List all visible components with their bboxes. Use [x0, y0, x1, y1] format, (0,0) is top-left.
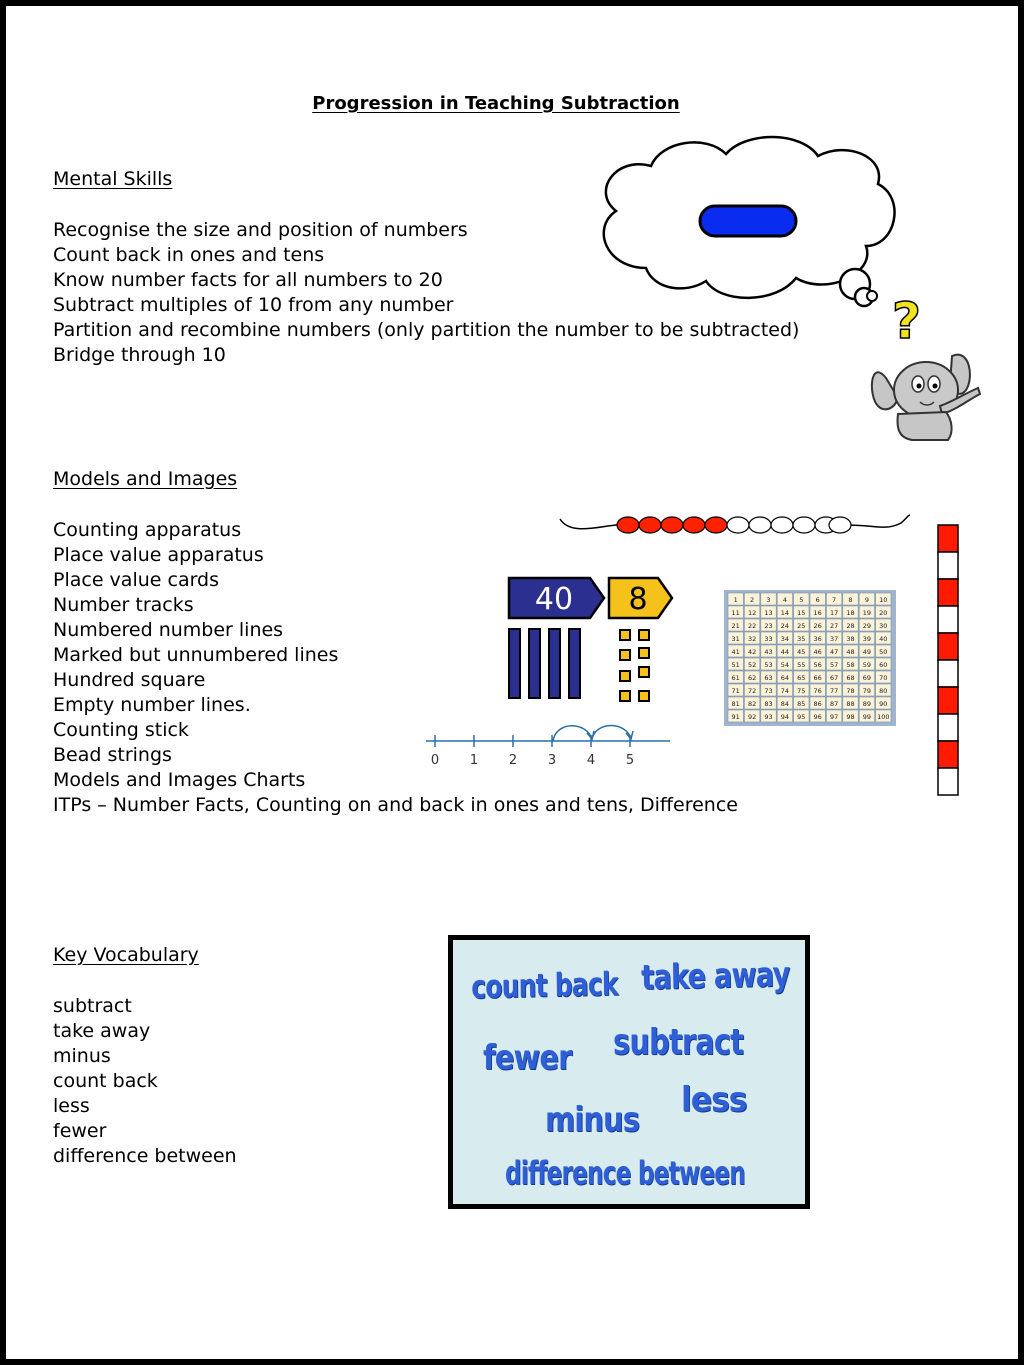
hundred-square-number: 17	[829, 608, 839, 617]
counting-stick-segment	[938, 660, 958, 687]
hundred-square-number: 91	[731, 712, 740, 721]
hundred-square-number: 53	[764, 660, 773, 669]
vocabulary-word-card	[448, 935, 810, 1209]
hundred-square-number: 29	[862, 621, 872, 630]
bead	[683, 517, 705, 533]
hundred-square-number: 72	[747, 686, 757, 695]
vocab-word: subtract	[613, 1022, 744, 1063]
list-item: Marked but unnumbered lines	[53, 644, 339, 666]
number-line-label: 2	[508, 753, 518, 768]
bead	[727, 517, 749, 533]
hundred-square-number: 11	[731, 608, 740, 617]
hundred-square-number: 68	[846, 673, 855, 682]
list-item: fewer	[53, 1120, 107, 1142]
list-item: Numbered number lines	[53, 619, 284, 641]
list-item: Empty number lines.	[53, 694, 251, 716]
hundred-square-number: 27	[829, 621, 839, 630]
bead	[705, 517, 727, 533]
ones-card-label: 8	[628, 582, 648, 617]
hundred-square-number: 87	[829, 699, 839, 708]
list-item: take away	[53, 1020, 151, 1042]
bead	[771, 517, 793, 533]
hundred-square-number: 39	[862, 634, 872, 643]
hundred-square-number: 12	[747, 608, 757, 617]
list-item: minus	[53, 1045, 111, 1067]
hundred-square-number: 33	[764, 634, 773, 643]
place-value-apparatus-image	[506, 626, 666, 702]
hundred-square-number: 32	[747, 634, 757, 643]
hundred-square-number: 100	[877, 712, 890, 721]
hundred-square-number: 14	[780, 608, 790, 617]
hundred-square-number: 21	[731, 621, 740, 630]
bead	[749, 517, 771, 533]
hundred-square-number: 38	[846, 634, 855, 643]
number-line-label: 0	[430, 753, 440, 768]
list-item: Partition and recombine numbers (only partition the number to be subtracted)	[53, 319, 800, 341]
hundred-square-number: 28	[846, 621, 855, 630]
hundred-square-number: 9	[864, 595, 869, 604]
number-line-label: 1	[469, 753, 479, 768]
hundred-square-number: 25	[797, 621, 806, 630]
hundred-square-number: 42	[747, 647, 757, 656]
list-item: Number tracks	[53, 594, 194, 616]
hundred-square-number: 4	[782, 595, 787, 604]
bead	[639, 517, 661, 533]
minus-sign-icon	[698, 204, 800, 238]
hundred-square-number: 62	[747, 673, 757, 682]
hundred-square-number: 54	[780, 660, 790, 669]
hundred-square-number: 40	[879, 634, 888, 643]
counting-stick-segment	[938, 687, 958, 714]
hundred-square-number: 60	[879, 660, 888, 669]
hundred-square-number: 93	[764, 712, 773, 721]
place-value-cards-image	[506, 574, 678, 622]
hundred-square-number: 84	[780, 699, 790, 708]
hundred-square-number: 66	[813, 673, 822, 682]
hundred-square-number: 88	[846, 699, 855, 708]
hundred-square-number: 6	[815, 595, 820, 604]
counting-stick-segment	[938, 633, 958, 660]
list-item: Count back in ones and tens	[53, 244, 325, 266]
number-line-label: 5	[625, 753, 635, 768]
hundred-square-number: 94	[780, 712, 790, 721]
hundred-square-number: 1	[733, 595, 738, 604]
hundred-square-number: 35	[797, 634, 806, 643]
hundred-square-number: 80	[879, 686, 888, 695]
hundred-square-number: 99	[862, 712, 872, 721]
list-item: count back	[53, 1070, 158, 1092]
hundred-square-number: 77	[829, 686, 839, 695]
list-item: Counting stick	[53, 719, 189, 741]
hundred-square-number: 83	[764, 699, 773, 708]
list-item: Place value apparatus	[53, 544, 264, 566]
hundred-square-number: 64	[780, 673, 790, 682]
hundred-square-number: 58	[846, 660, 855, 669]
list-item: Bridge through 10	[53, 344, 226, 366]
hundred-square-number: 48	[846, 647, 855, 656]
hundred-square-number: 55	[797, 660, 806, 669]
hundred-square-number: 49	[862, 647, 872, 656]
hundred-square-number: 18	[846, 608, 855, 617]
list-item: difference between	[53, 1145, 237, 1167]
hundred-square-number: 92	[747, 712, 757, 721]
key-vocabulary-heading: Key Vocabulary	[53, 944, 199, 966]
hundred-square-number: 37	[829, 634, 839, 643]
hundred-square-number: 52	[747, 660, 757, 669]
vocab-word: take away	[641, 954, 790, 998]
hundred-square-number: 31	[731, 634, 740, 643]
hundred-square-number: 81	[731, 699, 740, 708]
hundred-square-number: 2	[750, 595, 755, 604]
hundred-square-number: 63	[764, 673, 773, 682]
hundred-square-number: 78	[846, 686, 855, 695]
list-item: Counting apparatus	[53, 519, 242, 541]
list-item: Place value cards	[53, 569, 220, 591]
hundred-square-number: 7	[832, 595, 837, 604]
hundred-square-number: 36	[813, 634, 822, 643]
vocab-word: minus	[545, 1100, 640, 1140]
counting-stick-segment	[938, 768, 958, 795]
models-images-heading: Models and Images	[53, 468, 238, 490]
vocab-word: less	[681, 1080, 747, 1120]
counting-stick-segment	[938, 579, 958, 606]
list-item: Subtract multiples of 10 from any number	[53, 294, 454, 316]
bead	[617, 517, 639, 533]
counting-stick-segment	[938, 552, 958, 579]
vocab-word: count back	[471, 964, 618, 1006]
key-vocabulary-list	[53, 994, 237, 1169]
bead	[661, 517, 683, 533]
hundred-square-number: 76	[813, 686, 822, 695]
hundred-square-number: 90	[879, 699, 888, 708]
list-item: Recognise the size and position of numbers	[53, 219, 468, 241]
mental-skills-heading: Mental Skills	[53, 168, 173, 190]
hundred-square-number: 98	[846, 712, 855, 721]
hundred-square-number: 24	[780, 621, 790, 630]
number-line-label: 3	[547, 753, 557, 768]
counting-stick-segment	[938, 714, 958, 741]
list-item: subtract	[53, 995, 132, 1017]
list-item: Know number facts for all numbers to 20	[53, 269, 443, 291]
hundred-square-number: 56	[813, 660, 822, 669]
list-item: Bead strings	[53, 744, 172, 766]
vocab-word: difference between	[505, 1154, 745, 1192]
hundred-square-number: 70	[879, 673, 888, 682]
hundred-square-number: 44	[780, 647, 790, 656]
hundred-square-number: 3	[766, 595, 771, 604]
counting-stick-image	[936, 523, 960, 799]
hundred-square-number: 45	[797, 647, 806, 656]
tens-card-label: 40	[534, 582, 574, 617]
hundred-square-number: 51	[731, 660, 740, 669]
question-mark-icon: ?	[892, 292, 922, 350]
hundred-square-number: 73	[764, 686, 773, 695]
hundred-square-number: 47	[829, 647, 839, 656]
hundred-square-number: 41	[731, 647, 740, 656]
bead	[793, 517, 815, 533]
hundred-square-number: 65	[797, 673, 806, 682]
hundred-square-number: 75	[797, 686, 806, 695]
hundred-square-image	[724, 590, 896, 726]
hundred-square-number: 10	[879, 595, 888, 604]
hundred-square-number: 20	[879, 608, 888, 617]
hundred-square-number: 67	[829, 673, 839, 682]
hundred-square-number: 26	[813, 621, 822, 630]
counting-stick-segment	[938, 606, 958, 633]
hundred-square-number: 8	[848, 595, 853, 604]
hundred-square-number: 89	[862, 699, 872, 708]
hundred-square-number: 74	[780, 686, 790, 695]
counting-stick-segment	[938, 525, 958, 552]
elephant-icon	[868, 348, 986, 442]
list-item: less	[53, 1095, 90, 1117]
hundred-square-number: 50	[879, 647, 888, 656]
hundred-square-number: 95	[797, 712, 806, 721]
hundred-square-number: 46	[813, 647, 822, 656]
counting-stick-segment	[938, 741, 958, 768]
hundred-square-number: 22	[747, 621, 757, 630]
hundred-square-number: 19	[862, 608, 872, 617]
bead-string-image	[556, 511, 916, 541]
hundred-square-number: 69	[862, 673, 872, 682]
hundred-square-number: 30	[879, 621, 888, 630]
hundred-square-number: 59	[862, 660, 872, 669]
vocab-word: fewer	[483, 1038, 572, 1078]
hundred-square-number: 82	[747, 699, 757, 708]
hundred-square-number: 23	[764, 621, 773, 630]
list-item: Models and Images Charts	[53, 769, 306, 791]
list-item: ITPs – Number Facts, Counting on and back in ones and tens, Difference	[53, 794, 738, 816]
numbered-number-line-image	[426, 721, 676, 771]
hundred-square-number: 85	[797, 699, 806, 708]
bead	[829, 517, 851, 533]
hundred-square-number: 71	[731, 686, 740, 695]
hundred-square-number: 61	[731, 673, 740, 682]
hundred-square-number: 96	[813, 712, 822, 721]
hundred-square-number: 86	[813, 699, 822, 708]
hundred-square-number: 34	[780, 634, 790, 643]
number-line-label: 4	[586, 753, 596, 768]
hundred-square-number: 13	[764, 608, 773, 617]
list-item: Hundred square	[53, 669, 206, 691]
hundred-square-number: 43	[764, 647, 773, 656]
hundred-square-number: 15	[797, 608, 806, 617]
hundred-square-number: 16	[813, 608, 822, 617]
hundred-square-number: 97	[829, 712, 839, 721]
hundred-square-number: 57	[829, 660, 839, 669]
page-title: Progression in Teaching Subtraction	[312, 93, 680, 114]
hundred-square-number: 5	[799, 595, 804, 604]
hundred-square-number: 79	[862, 686, 872, 695]
